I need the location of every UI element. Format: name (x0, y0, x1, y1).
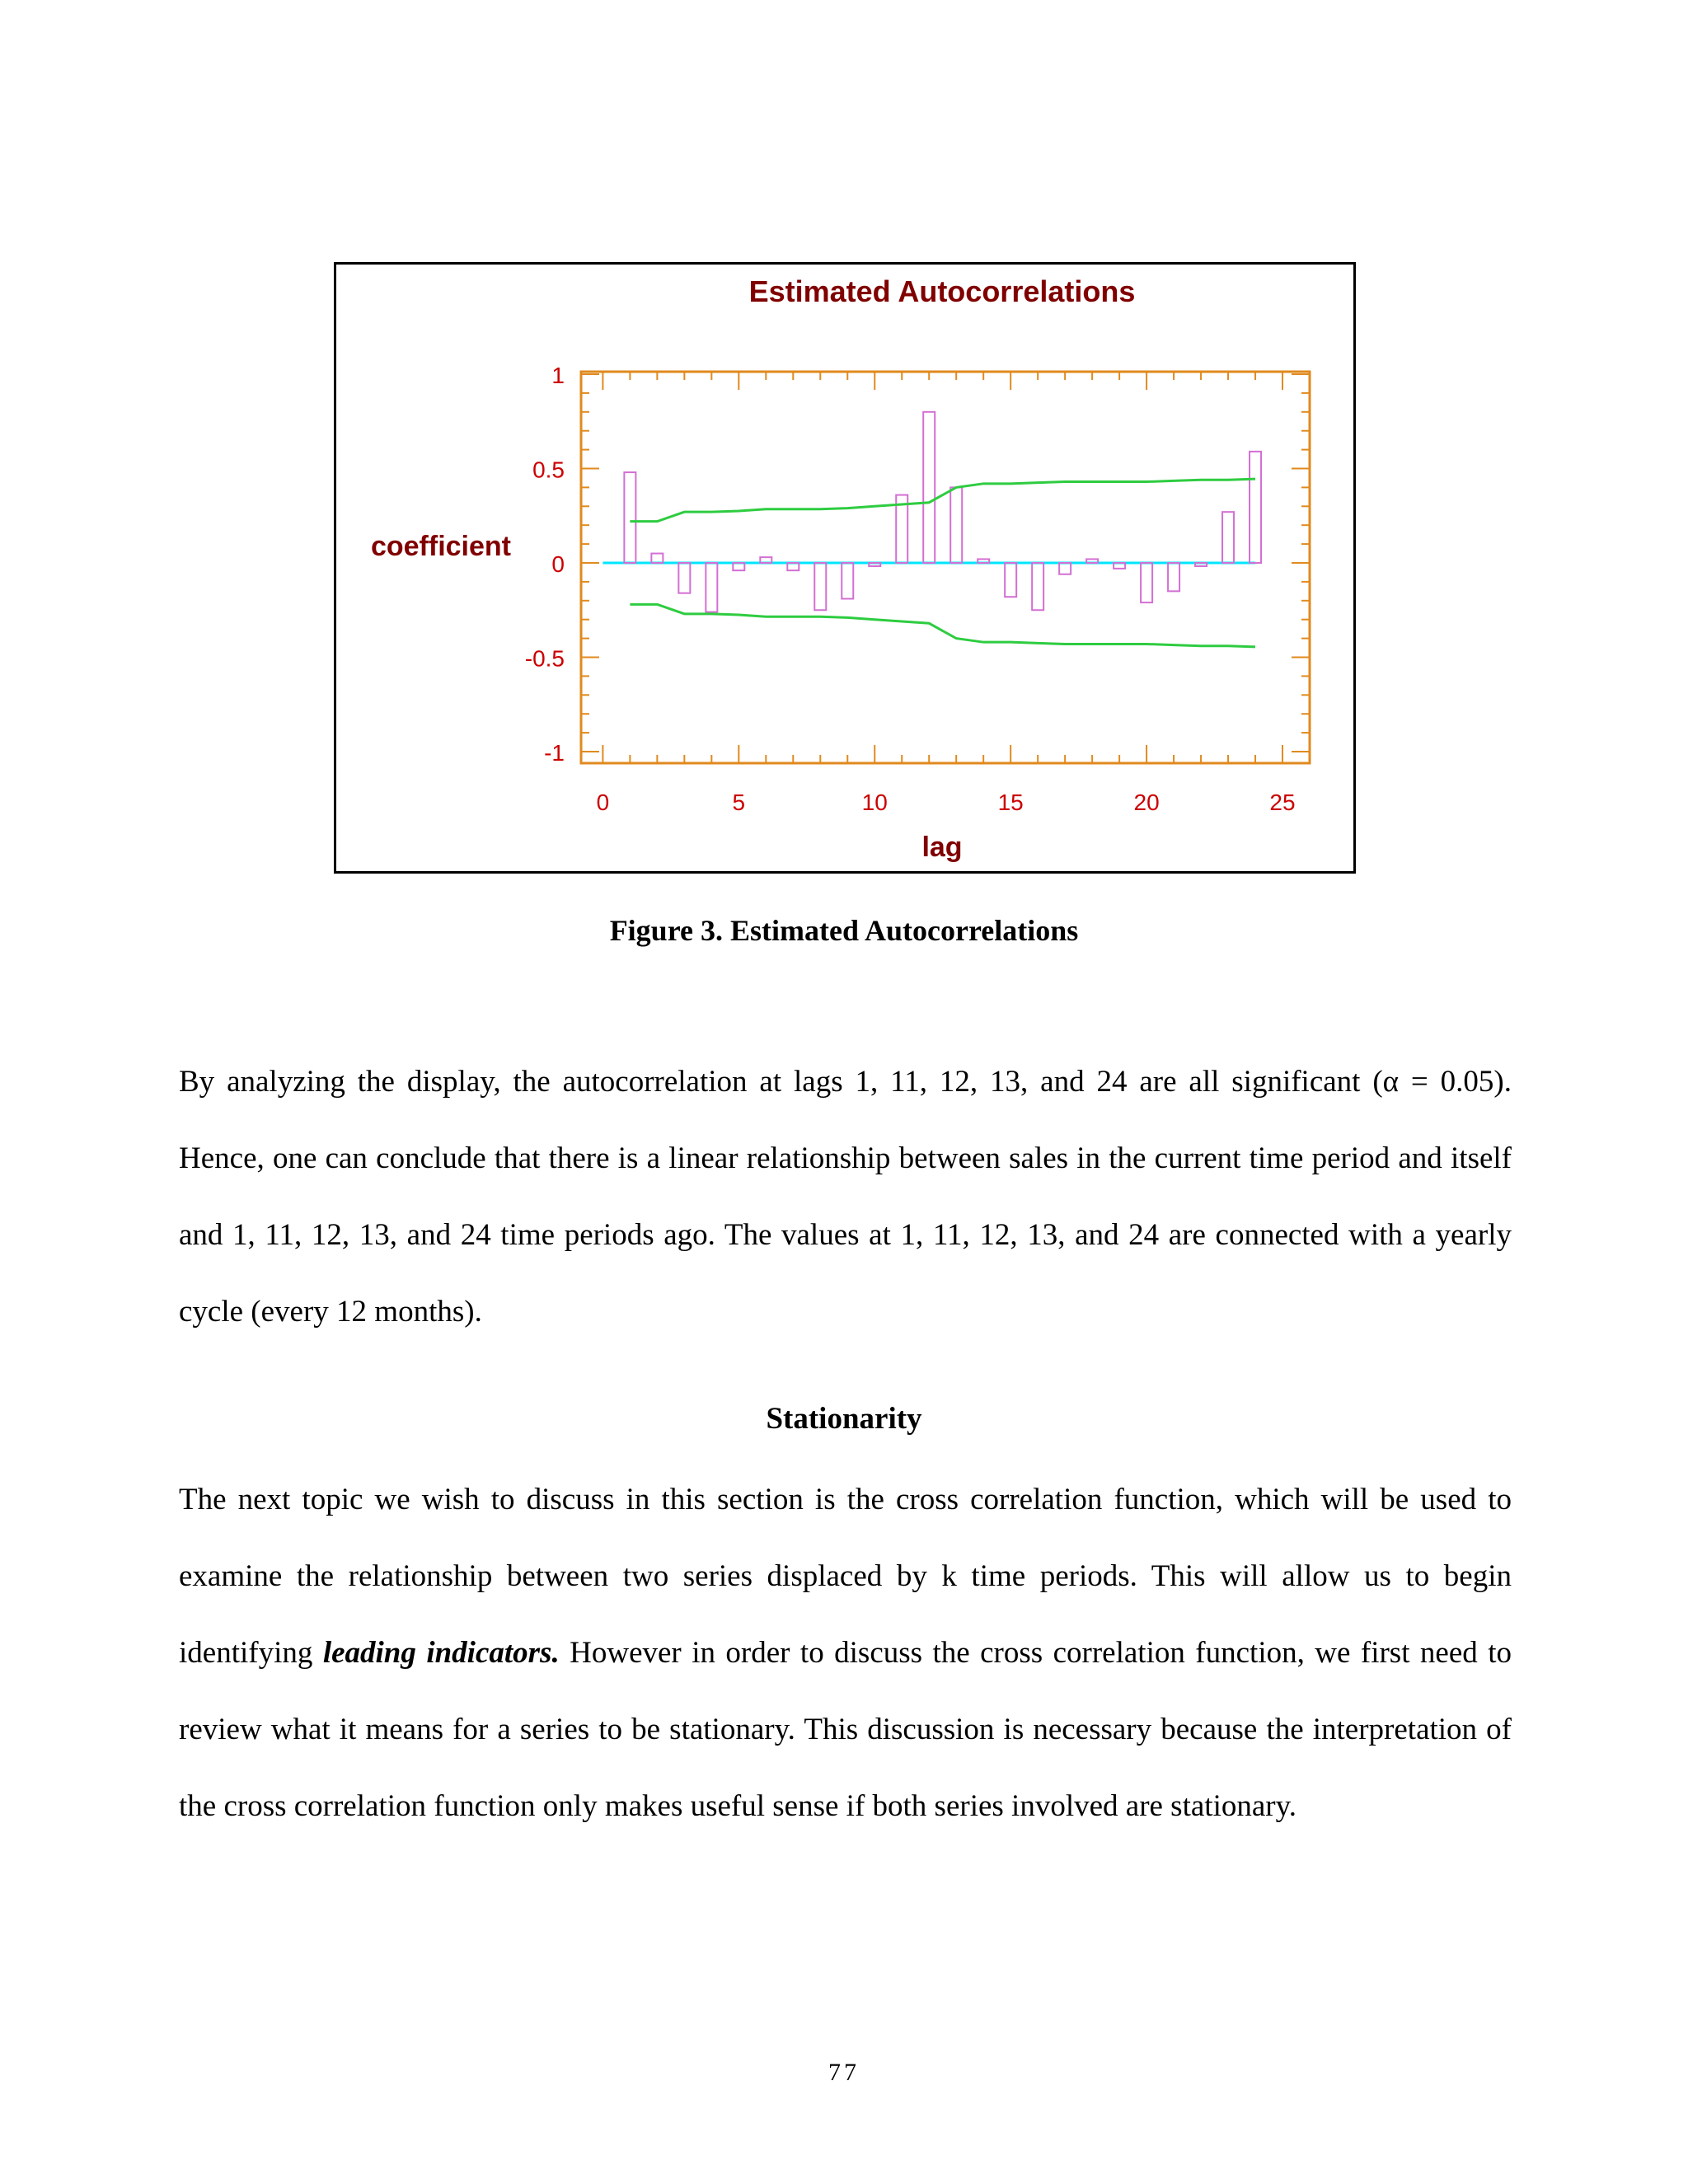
x-tick-label: 25 (1269, 790, 1296, 815)
autocorrelation-bar-lag-22 (1195, 563, 1207, 566)
autocorrelation-bar-lag-8 (814, 563, 826, 610)
autocorrelation-bar-lag-21 (1168, 563, 1179, 591)
y-tick-label: 1 (551, 363, 565, 388)
x-tick-label: 0 (596, 790, 610, 815)
y-tick-label: 0 (551, 551, 565, 577)
section-heading-stationarity: Stationarity (766, 1402, 922, 1436)
autocorrelation-bar-lag-10 (869, 563, 880, 566)
autocorrelation-bar-lag-3 (678, 563, 690, 593)
lower-confidence-limit-line (630, 604, 1255, 647)
autocorrelation-bar-lag-14 (978, 559, 989, 563)
chart-title: Estimated Autocorrelations (748, 274, 1136, 308)
autocorrelation-bar-lag-1 (624, 472, 635, 563)
paragraph2-text-part2: However in order to discuss the cross correlation function, we first need to review what it means for a series to be stationary. This discussion is necessary because the interpretation of the cross correlation function only makes useful sense if both series involved are stationary. (179, 1636, 1512, 1823)
autocorrelation-bar-lag-23 (1222, 512, 1234, 563)
autocorrelation-bar-lag-12 (923, 412, 935, 563)
autocorrelation-bar-lag-2 (651, 554, 663, 563)
x-tick-label: 15 (997, 790, 1024, 815)
leading-indicators-emphasis: leading indicators. (322, 1636, 560, 1670)
paragraph2-text-part1: The next topic we wish to discuss in this section is the cross correlation function, which will be used to examine the relationship between two series displaced by k time periods. This will allow us to begin identifying (179, 1483, 1512, 1670)
autocorrelation-bar-lag-13 (950, 487, 962, 563)
autocorrelation-bar-lag-18 (1086, 559, 1098, 563)
y-tick-label: 0.5 (532, 457, 565, 483)
autocorrelation-bar-lag-15 (1005, 563, 1016, 597)
autocorrelation-bar-lag-9 (842, 563, 853, 599)
autocorrelation-bar-lag-16 (1032, 563, 1043, 610)
x-tick-label: 5 (732, 790, 746, 815)
autocorrelation-bar-lag-17 (1059, 563, 1071, 574)
autocorrelation-chart-svg (336, 265, 1353, 871)
upper-confidence-limit-line (630, 479, 1255, 522)
x-tick-label: 10 (861, 790, 888, 815)
x-axis-ticks (597, 372, 1296, 815)
autocorrelation-bar-lag-24 (1250, 452, 1261, 563)
autocorrelation-bar-lag-4 (706, 563, 717, 612)
y-tick-label: -1 (544, 740, 565, 766)
y-axis-label: coefficient (370, 531, 512, 562)
y-tick-label: -0.5 (524, 645, 565, 672)
paragraph-autocorrelation-analysis: By analyzing the display, the autocorrelation at lags 1, 11, 12, 13, and 24 are all significant (α = 0.05). Hence, one can conclude that there is a linear relationship between sales in the current time period and itself and 1, 11, 12, 13, and 24 time periods ago. The values at 1, 11, 12, 13, and 24 are connected with a yearly cycle (every 12 months). (179, 1065, 1512, 1329)
x-axis-label: lag (921, 832, 963, 863)
paragraph-cross-correlation (179, 1461, 1512, 1844)
autocorrelation-chart (334, 262, 1356, 874)
page-number: 77 (828, 2059, 860, 2086)
autocorrelation-bar-lag-20 (1141, 563, 1152, 602)
figure-caption: Figure 3. Estimated Autocorrelations (609, 914, 1079, 947)
x-tick-label: 20 (1133, 790, 1160, 815)
